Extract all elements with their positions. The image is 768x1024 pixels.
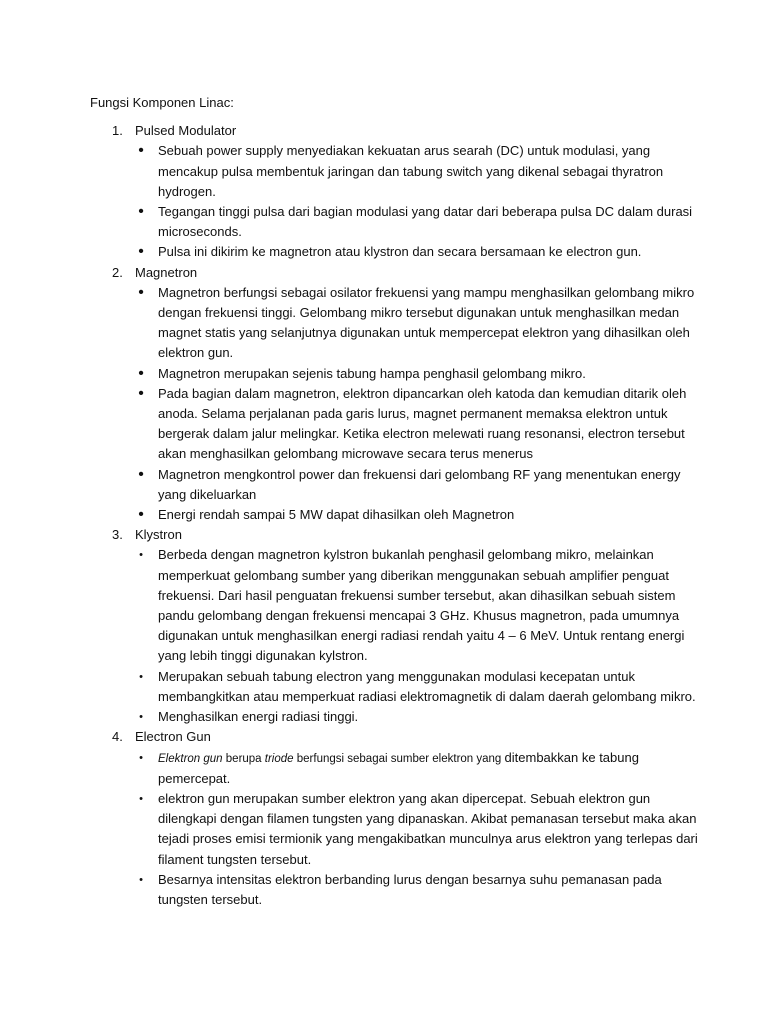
italic-term: Elektron gun (158, 752, 223, 765)
text-segment: ditembakkan ke tabung pemercepat. (158, 749, 639, 786)
section-title: Magnetron (135, 264, 198, 280)
bullet-list (135, 748, 708, 911)
section-klystron (90, 525, 708, 727)
italic-term: triode (264, 752, 294, 765)
bullet-icon: • (138, 203, 144, 221)
list-item-text: Besarnya intensitas elektron berbanding lurus dengan besarnya suhu pemanasan pada tungsten tersebut. (158, 871, 662, 907)
list-item-text: elektron gun merupakan sumber elektron yang akan dipercepat. Sebuah elektron gun dilengkapi dengan filamen tungsten yang dipanaskan. Akibat pemanasan tersebut maka akan tejadi proses emisi termionik yang mengakibatkan munculnya arus elektron yang terlepas dari filament tungsten tersebut. (158, 790, 698, 867)
text-segment: berfungsi sebagai sumber elektron yang (293, 752, 505, 765)
list-item (135, 364, 708, 384)
bullet-list (135, 545, 708, 727)
list-item-text: Magnetron mengkontrol power dan frekuensi dari gelombang RF yang menentukan energy yang dikeluarkan (158, 466, 681, 502)
bullet-icon: • (138, 506, 144, 524)
list-item-text: Magnetron berfungsi sebagai osilator frekuensi yang mampu menghasilkan gelombang mikro dengan frekuensi tinggi. Gelombang mikro tersebut digunakan untuk menghasilkan medan magnet statis yang selanjutnya digunakan untuk mempercepat elektron yang dihasilkan oleh elektron gun. (158, 284, 695, 361)
text-segment: berupa (222, 752, 265, 765)
list-item-text: Menghasilkan energi radiasi tinggi. (158, 709, 359, 725)
section-number: 4. (112, 729, 123, 745)
section-title: Klystron (135, 527, 182, 543)
bullet-icon: • (139, 751, 143, 764)
list-item (135, 667, 708, 707)
list-item-text: Magnetron merupakan sejenis tabung hampa penghasil gelombang mikro. (158, 365, 586, 381)
section-number: 2. (112, 264, 123, 280)
list-item (135, 870, 708, 910)
list-item-text: Energi rendah sampai 5 MW dapat dihasilkan oleh Magnetron (158, 507, 515, 523)
list-item-text: Pada bagian dalam magnetron, elektron dipancarkan oleh katoda dan kemudian ditarik oleh anoda. Selama perjalanan pada garis lurus, magnet permanent memaksa elektron untuk bergerak dalam jalur melingkar. Ketika electron melewati ruang resonansi, electron tersebut akan menghasilkan gelombang microwave secara terus menerus (158, 385, 687, 462)
list-item (135, 748, 708, 789)
list-item (135, 242, 708, 262)
bullet-icon: • (139, 549, 143, 562)
list-item-text (158, 750, 639, 786)
bullet-list (135, 141, 708, 262)
list-item (135, 283, 708, 364)
section-title: Pulsed Modulator (135, 123, 237, 139)
section-title: Electron Gun (135, 729, 211, 745)
list-item (135, 202, 708, 242)
list-item (135, 384, 708, 465)
bullet-icon: • (138, 243, 144, 261)
section-magnetron (90, 263, 708, 526)
bullet-icon: • (139, 873, 143, 886)
bullet-icon: • (139, 670, 143, 683)
bullet-icon: • (138, 364, 144, 382)
bullet-icon: • (138, 465, 144, 483)
bullet-icon: • (138, 283, 144, 301)
list-item-text: Sebuah power supply menyediakan kekuatan arus searah (DC) untuk modulasi, yang mencakup pulsa membentuk jaringan dan tabung switch yang dikenal sebagai thyratron hydrogen. (158, 143, 664, 199)
section-pulsed-modulator (90, 121, 708, 262)
document-title: Fungsi Komponen Linac: (90, 95, 234, 110)
list-item-text: Merupakan sebuah tabung electron yang menggunakan modulasi kecepatan untuk membangkitkan atau memperkuat radiasi elektromagnetik di dalam daerah gelombang mikro. (158, 668, 696, 704)
section-number: 1. (112, 123, 123, 139)
bullet-icon: • (138, 142, 144, 160)
list-item-text: Pulsa ini dikirim ke magnetron atau klystron dan secara bersamaan ke electron gun. (158, 244, 642, 260)
bullet-icon: • (139, 792, 143, 805)
list-item (135, 505, 708, 525)
component-list (90, 121, 708, 910)
list-item (135, 141, 708, 202)
bullet-icon: • (138, 384, 144, 402)
list-item (135, 545, 708, 666)
list-item (135, 707, 708, 727)
bullet-list (135, 283, 708, 525)
section-number: 3. (112, 527, 123, 543)
section-electron-gun (90, 727, 708, 910)
list-item-text: Berbeda dengan magnetron kylstron bukanlah penghasil gelombang mikro, melainkan memperkuat gelombang sumber yang diberikan menggunakan sebuah amplifier penguat frekuensi. Dari hasil penguatan frekuensi sumber tersebut, akan dihasilkan sebuah sistem pandu gelombang dengan frekuensi mencapai 3 GHz. Khusus magnetron, pada umumnya digunakan untuk menghasilkan energi radiasi rendah yaitu 4 – 6 MeV. Untuk rentang energi yang lebih tinggi digunakan kylstron. (158, 547, 685, 664)
list-item (135, 465, 708, 505)
list-item-text: Tegangan tinggi pulsa dari bagian modulasi yang datar dari beberapa pulsa DC dalam durasi microseconds. (158, 204, 693, 240)
bullet-icon: • (139, 711, 143, 724)
list-item (135, 789, 708, 870)
